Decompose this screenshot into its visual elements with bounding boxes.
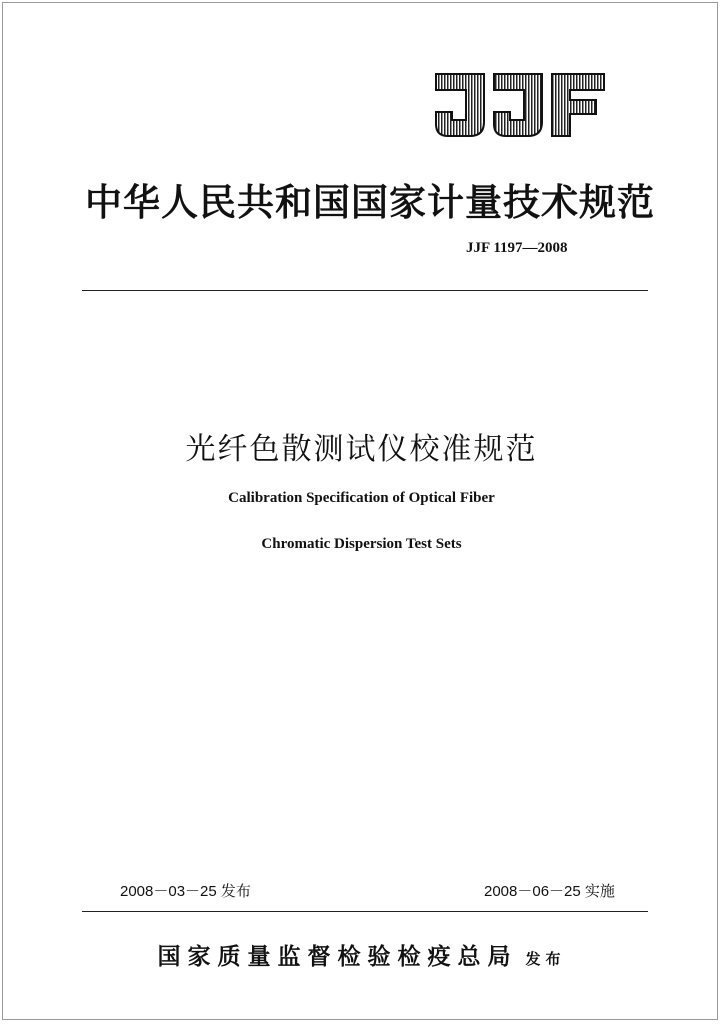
document-title-english-line2: Chromatic Dispersion Test Sets	[261, 536, 462, 552]
jjf-logo	[432, 70, 608, 140]
page-border	[2, 2, 718, 1020]
document-title-english-line1: Calibration Specification of Optical Fiber	[228, 490, 495, 506]
issuer-name: 国家质量监督检验检疫总局	[157, 943, 518, 970]
national-standard-title: 中华人民共和国国家计量技术规范	[85, 180, 655, 224]
issuer-suffix: 发布	[525, 950, 566, 968]
standard-number: JJF 1197—2008	[466, 240, 568, 256]
divider-top	[82, 290, 648, 291]
divider-bottom	[82, 911, 648, 912]
issue-date: 2008－03－25 发布	[120, 883, 251, 900]
document-title-chinese: 光纤色散测试仪校准规范	[185, 432, 538, 467]
issuer-line	[0, 938, 723, 971]
implementation-date: 2008－06－25 实施	[484, 883, 615, 900]
